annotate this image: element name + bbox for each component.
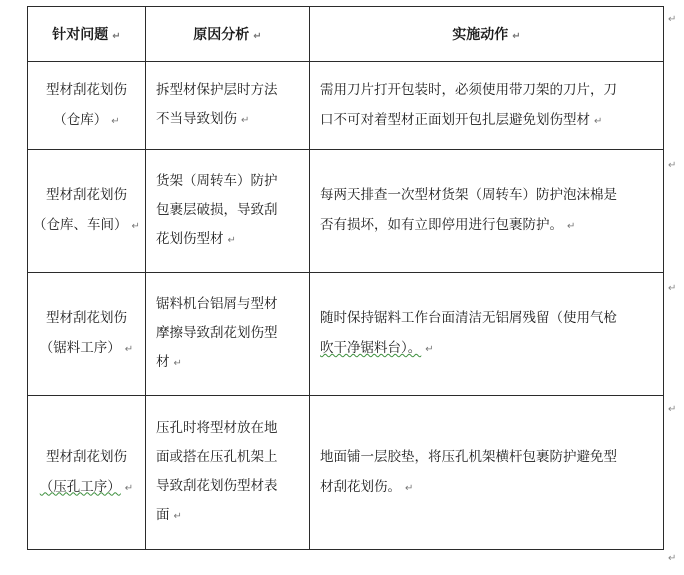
end-of-row-mark: ↵ [668,404,677,415]
cause-cell: 压孔时将型材放在地 面或搭在压孔机架上 导致刮花划伤型材表 面 ↵ [146,396,310,550]
header-action: 实施动作 ↵ [310,7,664,62]
end-of-row-mark: ↵ [668,283,677,294]
cause-cell: 货架（周转车）防护 包裹层破损，导致刮 花划伤型材 ↵ [146,150,310,273]
cause-cell: 拆型材保护层时方法 不当导致划伤 ↵ [146,62,310,150]
table-header-row [28,7,664,62]
end-of-row-mark: ↵ [668,160,677,171]
action-cell: 随时保持锯料工作台面清洁无铝屑残留（使用气枪 吹干净锯料台）。 ↵ [310,273,664,396]
action-cell: 每两天排查一次型材货架（周转车）防护泡沫棉是 否有损坏，如有立即停用进行包裹防护。 ↵ [310,150,664,273]
header-problem: 针对问题 ↵ [28,7,146,62]
table-row [28,62,664,150]
header-cause: 原因分析 ↵ [146,7,310,62]
problem-analysis-table [27,6,664,550]
cause-cell: 锯料机台铝屑与型材 摩擦导致刮花划伤型 材 ↵ [146,273,310,396]
problem-cell: 型材刮花划伤 （仓库） ↵ [28,62,146,150]
problem-cell: 型材刮花划伤 （锯料工序） ↵ [28,273,146,396]
table-row [28,150,664,273]
action-cell: 需用刀片打开包装时，必须使用带刀架的刀片，刀 口不可对着型材正面划开包扎层避免划伤型材 ↵ [310,62,664,150]
table-row [28,273,664,396]
end-of-row-mark: ↵ [668,14,677,25]
problem-cell: 型材刮花划伤 （仓库、车间） ↵ [28,150,146,273]
problem-cell: 型材刮花划伤 （压孔工序） ↵ [28,396,146,550]
table-row [28,396,664,550]
end-of-row-mark: ↵ [668,553,677,564]
action-cell: 地面铺一层胶垫，将压孔机架横杆包裹防护避免型 材刮花划伤。 ↵ [310,396,664,550]
